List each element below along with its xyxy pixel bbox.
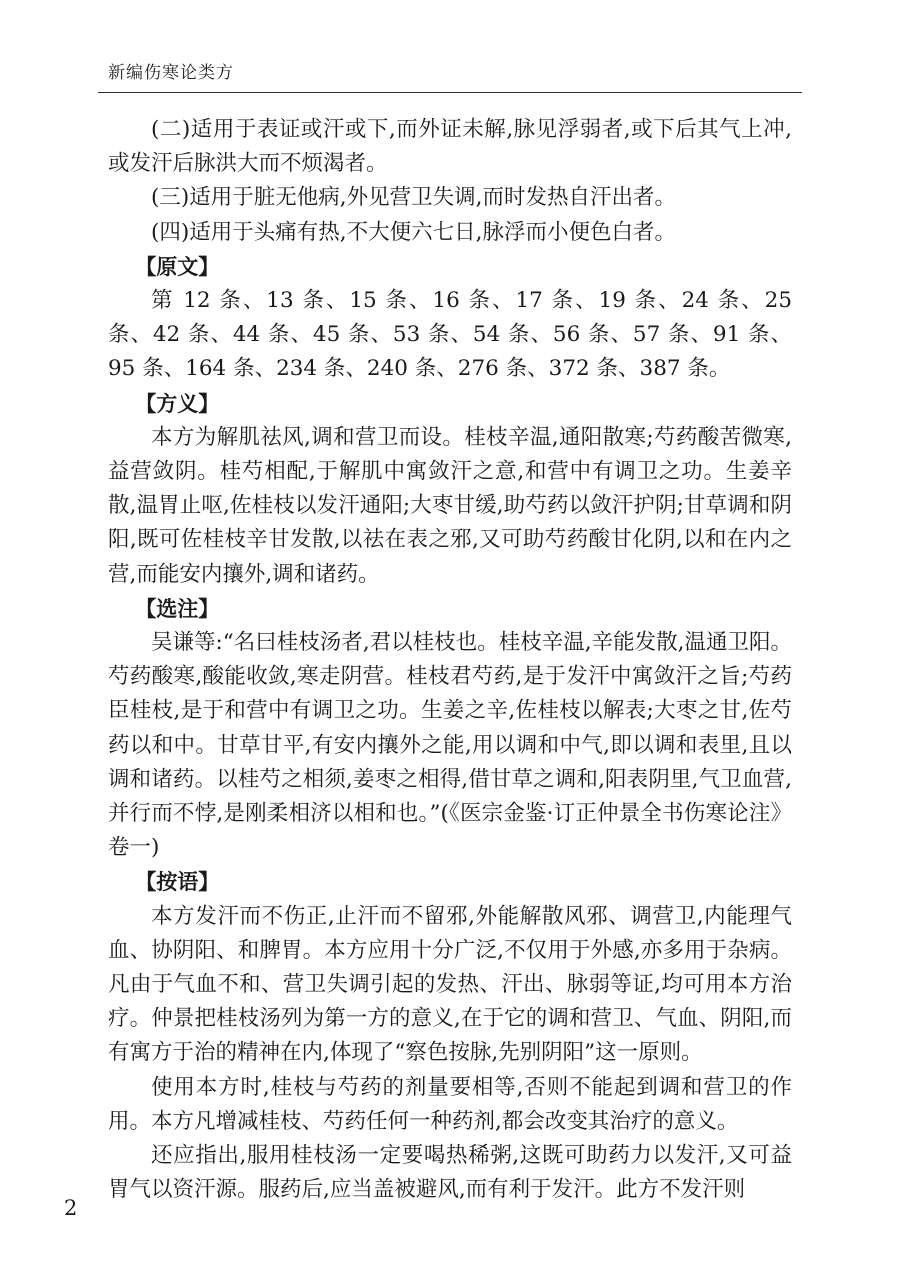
section-heading-xuanzhu: 【选注】 <box>135 596 220 621</box>
page-body <box>108 113 792 1208</box>
paragraph: 使用本方时,桂枝与芍药的剂量要相等,否则不能起到调和营卫的作用。本方凡增减桂枝、芍药任何一种药剂,都会改变其治疗的意义。 <box>108 1074 792 1134</box>
paragraph: 本方为解肌祛风,调和营卫而设。桂枝辛温,通阳散寒;芍药酸苦微寒,益营敛阴。桂芍相配,于解肌中寓敛汗之意,和营中有调卫之功。生姜辛散,温胃止呕,佐桂枝以发汗通阳;大枣甘缓,助芍药以敛汗护阴;甘草调和阴阳,既可佐桂枝辛甘发散,以祛在表之邪,又可助芍药酸甘化阴,以和在内之营,而能安内攘外,调和诸药。 <box>108 424 792 587</box>
section-heading-fangyi: 【方义】 <box>135 391 220 416</box>
paragraph: 第 12 条、13 条、15 条、16 条、17 条、19 条、24 条、25 条、42 条、44 条、45 条、53 条、54 条、56 条、57 条、91 条、95 条、164 条、234 条、240 条、276 条、372 条、387 条。 <box>108 288 792 382</box>
paragraph: 还应指出,服用桂枝汤一定要喝热稀粥,这既可助药力以发汗,又可益胃气以资汗源。服药后,应当盖被避风,而有利于发汗。此方不发汗则 <box>108 1143 792 1203</box>
paragraph: (四)适用于头痛有热,不大便六七日,脉浮而小便色白者。 <box>151 219 676 245</box>
running-header: 新编伤寒论类方 <box>108 63 234 83</box>
paragraph: (二)适用于表证或汗或下,而外证未解,脉见浮弱者,或下后其气上冲,或发汗后脉洪大而不烦渴者。 <box>108 117 792 177</box>
header-divider <box>98 92 802 93</box>
section-heading-yuanwen: 【原文】 <box>135 254 220 279</box>
paragraph: 吴谦等:“名曰桂枝汤者,君以桂枝也。桂枝辛温,辛能发散,温通卫阳。芍药酸寒,酸能收敛,寒走阴营。桂枝君芍药,是于发汗中寓敛汗之旨;芍药臣桂枝,是于和营中有调卫之功。生姜之辛,佐桂枝以解表;大枣之甘,佐芍药以和中。甘草甘平,有安内攘外之能,用以调和中气,即以调和表里,且以调和诸药。以桂芍之相须,姜枣之相得,借甘草之调和,阳表阴里,气卫血营,并行而不悖,是刚柔相济以相和也。”(《医宗金鉴·订正仲景全书伤寒论注》卷一) <box>108 630 792 861</box>
page-number: 2 <box>64 1196 78 1220</box>
section-heading-anyu: 【按语】 <box>135 870 220 895</box>
paragraph: 本方发汗而不伤正,止汗而不留邪,外能解散风邪、调营卫,内能理气血、协阴阳、和脾胃。本方应用十分广泛,不仅用于外感,亦多用于杂病。凡由于气血不和、营卫失调引起的发热、汗出、脉弱等证,均可用本方治疗。仲景把桂枝汤列为第一方的意义,在于它的调和营卫、气血、阴阳,而有寓方于治的精神在内,体现了“察色按脉,先别阴阳”这一原则。 <box>108 903 792 1066</box>
paragraph: (三)适用于脏无他病,外见营卫失调,而时发热自汗出者。 <box>151 185 676 211</box>
